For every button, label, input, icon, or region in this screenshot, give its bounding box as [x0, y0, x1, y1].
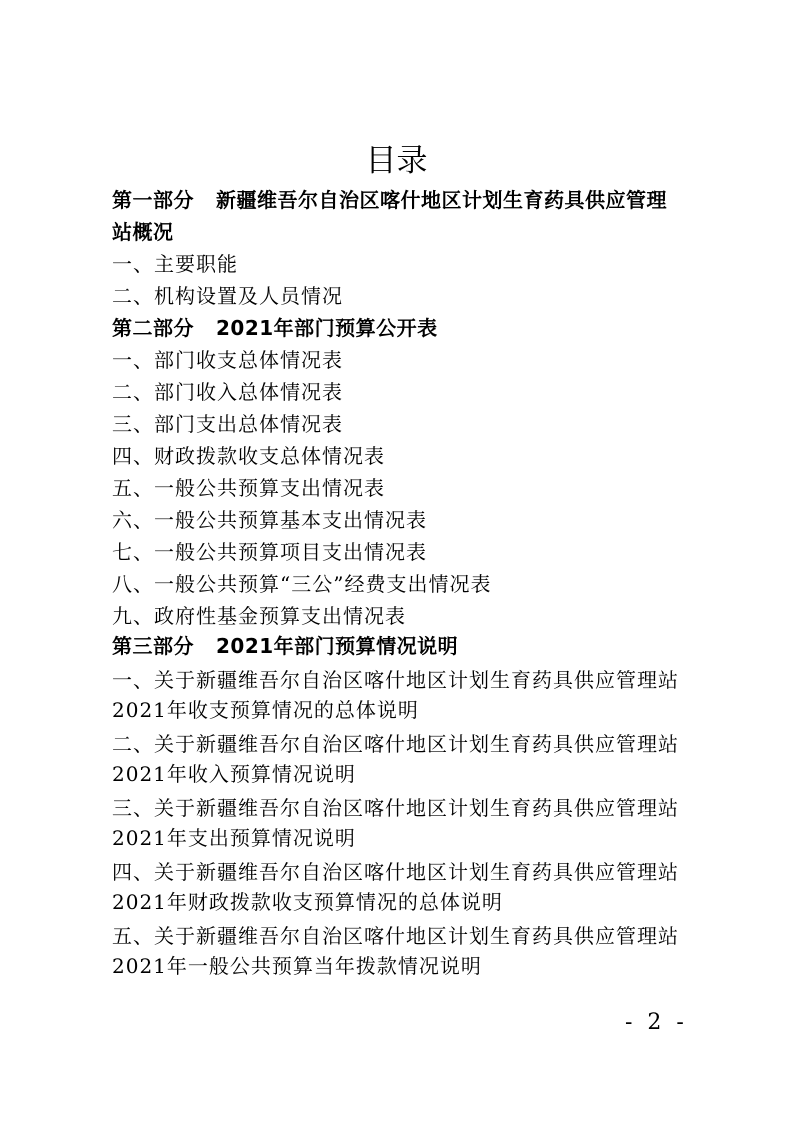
toc-item: 三、部门支出总体情况表	[112, 412, 343, 436]
toc-item: 四、财政拨款收支总体情况表	[112, 444, 385, 468]
part3-heading-text: 2021年部门预算情况说明	[216, 634, 459, 658]
part3-heading	[112, 630, 692, 662]
toc-item: 八、一般公共预算“三公”经费支出情况表	[112, 572, 492, 596]
part3-label: 第三部分	[112, 634, 194, 658]
toc-item-line2: 2021年一般公共预算当年拨款情况说明	[112, 954, 482, 978]
part2-heading	[112, 312, 692, 344]
part1-heading	[112, 184, 692, 216]
toc-item-line2: 2021年财政拨款收支预算情况的总体说明	[112, 890, 503, 914]
page-number: - 2 -	[625, 1010, 688, 1035]
part2-heading-text: 2021年部门预算公开表	[216, 316, 438, 340]
part1-heading-line1: 新疆维吾尔自治区喀什地区计划生育药具供应管理	[216, 188, 667, 212]
toc-item-line2: 2021年收入预算情况说明	[112, 762, 356, 786]
toc-item-line2: 2021年支出预算情况说明	[112, 826, 356, 850]
toc-item: 二、部门收入总体情况表	[112, 380, 343, 404]
toc-item-line1: 一、关于新疆维吾尔自治区喀什地区计划生育药具供应管理站	[112, 668, 679, 692]
toc-item: 五、一般公共预算支出情况表	[112, 476, 385, 500]
part2-label: 第二部分	[112, 316, 194, 340]
part1-label: 第一部分	[112, 188, 194, 212]
toc-item-line1: 四、关于新疆维吾尔自治区喀什地区计划生育药具供应管理站	[112, 860, 679, 884]
toc-item: 七、一般公共预算项目支出情况表	[112, 540, 427, 564]
page-title: 目录	[365, 143, 428, 179]
toc-item: 二、机构设置及人员情况	[112, 284, 343, 308]
toc-item-line1: 二、关于新疆维吾尔自治区喀什地区计划生育药具供应管理站	[112, 732, 679, 756]
part1-heading-line2: 站概况	[112, 220, 174, 244]
toc-item-line1: 五、关于新疆维吾尔自治区喀什地区计划生育药具供应管理站	[112, 924, 679, 948]
toc-item: 一、主要职能	[112, 252, 238, 276]
toc-item: 六、一般公共预算基本支出情况表	[112, 508, 427, 532]
toc-item-line1: 三、关于新疆维吾尔自治区喀什地区计划生育药具供应管理站	[112, 796, 679, 820]
toc-item: 九、政府性基金预算支出情况表	[112, 604, 406, 628]
toc-item: 一、部门收支总体情况表	[112, 348, 343, 372]
toc-item-line2: 2021年收支预算情况的总体说明	[112, 698, 419, 722]
